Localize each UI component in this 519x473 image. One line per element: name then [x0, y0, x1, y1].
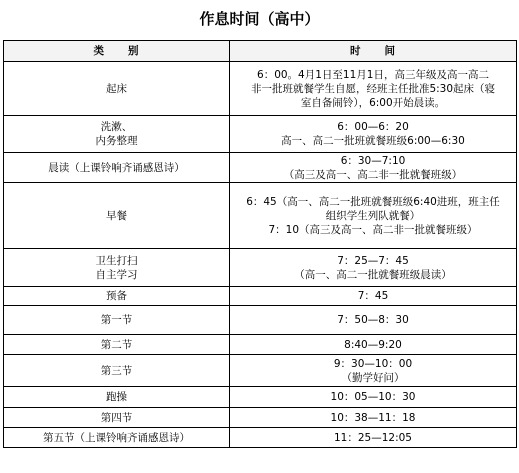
time-cell: [230, 335, 517, 355]
time-cell: [230, 428, 517, 448]
category-text: 卫生打扫: [95, 254, 138, 267]
time-cell: [230, 183, 517, 249]
time-text: 7：25—7：45: [337, 254, 409, 267]
time-text: 非一批班就餐学生自愿，经班主任批准5:30起床（寝: [250, 82, 496, 95]
table-row: [4, 116, 517, 153]
time-text: 10：38—11：18: [330, 411, 416, 424]
category-cell: [4, 249, 230, 287]
time-text: 7：10（高三及高一、高二非一批就餐班级）: [268, 223, 478, 236]
time-cell: [230, 408, 517, 428]
table-row: [4, 387, 517, 408]
table-row: [4, 335, 517, 355]
table-row: [4, 62, 517, 116]
time-cell: [230, 153, 517, 183]
category-cell: [4, 306, 230, 335]
table-row: [4, 287, 517, 306]
time-text: 6：00—6：20: [337, 121, 409, 133]
time-text: 8:40—9:20: [344, 338, 402, 351]
time-text: 组织学生列队就餐）: [325, 209, 421, 222]
table-row: [4, 249, 517, 287]
table-row: [4, 428, 517, 448]
category-cell: [4, 116, 230, 153]
category-text: 自主学习: [95, 268, 138, 281]
category-text: 起床: [106, 82, 127, 95]
time-cell: [230, 249, 517, 287]
category-text: 早餐: [106, 209, 127, 222]
time-text: （高三及高一、高二非一批就餐班级）: [283, 168, 463, 181]
category-text: 晨读（上课铃响齐诵感恩诗）: [48, 161, 185, 174]
category-cell: [4, 355, 230, 387]
category-text: 第四节: [100, 411, 133, 424]
time-text: 7：50—8：30: [337, 314, 409, 326]
category-cell: [4, 408, 230, 428]
category-text: 第一节: [100, 314, 133, 326]
page-title: 作息时间（高中）: [199, 10, 320, 28]
table-row: [4, 306, 517, 335]
time-text: （勤学好问）: [341, 371, 405, 384]
time-cell: [230, 387, 517, 408]
category-text: 内务整理: [95, 135, 138, 147]
time-cell: [230, 306, 517, 335]
time-header: 时 间: [230, 41, 517, 62]
category-cell: [4, 183, 230, 249]
time-text: 室自备闹铃），6:00开始晨读。: [300, 96, 446, 109]
category-text: 洗漱、: [100, 121, 133, 133]
category-cell: [4, 287, 230, 306]
category-text: 第二节: [100, 338, 133, 351]
category-text: 预备: [106, 290, 127, 302]
time-cell: [230, 355, 517, 387]
time-text: 7：45: [357, 290, 389, 302]
table-row: [4, 355, 517, 387]
table-row: [4, 183, 517, 249]
time-text: 高一、高二一批班就餐班级6:00—6:30: [281, 135, 465, 147]
schedule-table: [3, 40, 517, 448]
time-text: 6：00。4月1日至11月1日，高三年级及高一高二: [257, 68, 489, 81]
header-row: [4, 41, 517, 62]
category-text: 第五节（上课铃响齐诵感恩诗）: [43, 431, 190, 444]
time-text: 10：05—10：30: [330, 391, 416, 403]
time-text: 6：30—7:10: [340, 154, 406, 167]
time-text: 6：45（高一、高二一批班就餐班级6:40进班，班主任: [246, 195, 500, 208]
category-cell: [4, 153, 230, 183]
category-header: 类 别: [4, 41, 230, 62]
category-cell: [4, 62, 230, 116]
category-cell: [4, 387, 230, 408]
category-text: 跑操: [106, 391, 127, 403]
category-cell: [4, 428, 230, 448]
category-text: 第三节: [100, 364, 133, 377]
time-cell: [230, 62, 517, 116]
category-cell: [4, 335, 230, 355]
table-row: [4, 153, 517, 183]
time-cell: [230, 116, 517, 153]
time-text: （高一、高二一批就餐班级晨读）: [294, 268, 452, 281]
time-text: 9：30—10：00: [333, 357, 413, 370]
time-text: 11：25—12:05: [334, 431, 412, 444]
time-cell: [230, 287, 517, 306]
table-row: [4, 408, 517, 428]
